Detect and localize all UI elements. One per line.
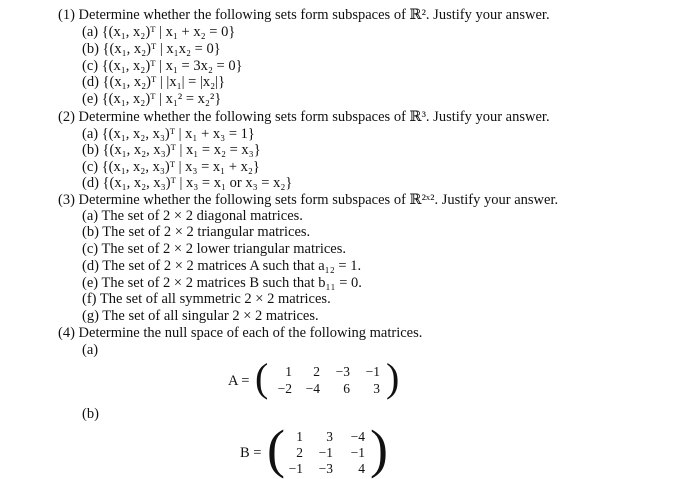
matrix-b-cell: −1 xyxy=(350,445,365,460)
matrix-a-cell: 3 xyxy=(373,381,380,396)
q4-heading: (4) Determine the null space of each of the following matrices. xyxy=(58,325,423,341)
q3-heading: (3) Determine whether the following sets form subspaces of ℝ²ˣ². Justify your answer. xyxy=(58,192,559,208)
q2-item-d: (d) {(x₁, x₂, x₃)ᵀ | x₃ = x₁ or x₃ = x₂} xyxy=(82,175,293,191)
q3-item-c: (c) The set of 2 × 2 lower triangular matrices. xyxy=(82,241,346,257)
q1-item-d: (d) {(x₁, x₂)ᵀ | |x₁| = |x₂|} xyxy=(82,74,226,90)
matrix-b-label: B = xyxy=(240,445,262,461)
q3-item-e: (e) The set of 2 × 2 matrices B such that b₁₁ = 0. xyxy=(82,275,362,291)
matrix-a-label: A = xyxy=(228,373,250,389)
matrix-a-left-paren: ( xyxy=(255,355,269,400)
matrix-b-cell: 2 xyxy=(296,445,303,460)
q3-item-g: (g) The set of all singular 2 × 2 matrices. xyxy=(82,308,319,324)
matrix-a-right-paren: ) xyxy=(386,355,400,400)
q3-item-b: (b) The set of 2 × 2 triangular matrices. xyxy=(82,224,311,240)
q2-item-b: (b) {(x₁, x₂, x₃)ᵀ | x₁ = x₂ = x₃} xyxy=(82,142,261,158)
q3-item-f: (f) The set of all symmetric 2 × 2 matrices. xyxy=(82,291,331,307)
matrix-b-cell: 4 xyxy=(358,461,365,476)
matrix-b-cell: 1 xyxy=(296,429,303,444)
q4-part-b-label: (b) xyxy=(82,406,99,422)
matrix-a xyxy=(255,355,405,402)
matrix-b-cell: 3 xyxy=(326,429,333,444)
q1-item-c: (c) {(x₁, x₂)ᵀ | x₁ = 3x₂ = 0} xyxy=(82,58,243,74)
matrix-b-cell: −1 xyxy=(318,445,333,460)
matrix-a-cell: −4 xyxy=(305,381,320,396)
q3-item-a: (a) The set of 2 × 2 diagonal matrices. xyxy=(82,208,303,224)
matrix-a-cell: 6 xyxy=(343,381,350,396)
matrix-b-cell: −4 xyxy=(350,429,365,444)
matrix-b xyxy=(267,419,388,479)
matrix-a-cell: −3 xyxy=(335,364,350,379)
q1-heading: (1) Determine whether the following sets form subspaces of ℝ². Justify your answer. xyxy=(58,7,550,23)
matrix-a-cell: −1 xyxy=(365,364,380,379)
matrix-b-cell: −3 xyxy=(318,461,333,476)
matrix-a-cell: −2 xyxy=(277,381,292,396)
q1-item-a: (a) {(x₁, x₂)ᵀ | x₁ + x₂ = 0} xyxy=(82,24,236,40)
q1-item-e: (e) {(x₁, x₂)ᵀ | x₁² = x₂²} xyxy=(82,91,222,107)
q1-item-b: (b) {(x₁, x₂)ᵀ | x₁x₂ = 0} xyxy=(82,41,221,57)
matrix-a-cell: 2 xyxy=(313,364,320,379)
matrix-b-right-paren: ) xyxy=(370,419,388,479)
matrix-b-left-paren: ( xyxy=(267,419,285,479)
matrix-a-cell: 1 xyxy=(285,364,292,379)
q2-item-c: (c) {(x₁, x₂, x₃)ᵀ | x₃ = x₁ + x₂} xyxy=(82,159,260,175)
q2-item-a: (a) {(x₁, x₂, x₃)ᵀ | x₁ + x₃ = 1} xyxy=(82,126,255,142)
q4-part-a-label: (a) xyxy=(82,342,99,358)
q3-item-d: (d) The set of 2 × 2 matrices A such that a₁₂ = 1. xyxy=(82,258,362,274)
q2-heading: (2) Determine whether the following sets form subspaces of ℝ³. Justify your answer. xyxy=(58,109,550,125)
matrix-b-cell: −1 xyxy=(288,461,303,476)
